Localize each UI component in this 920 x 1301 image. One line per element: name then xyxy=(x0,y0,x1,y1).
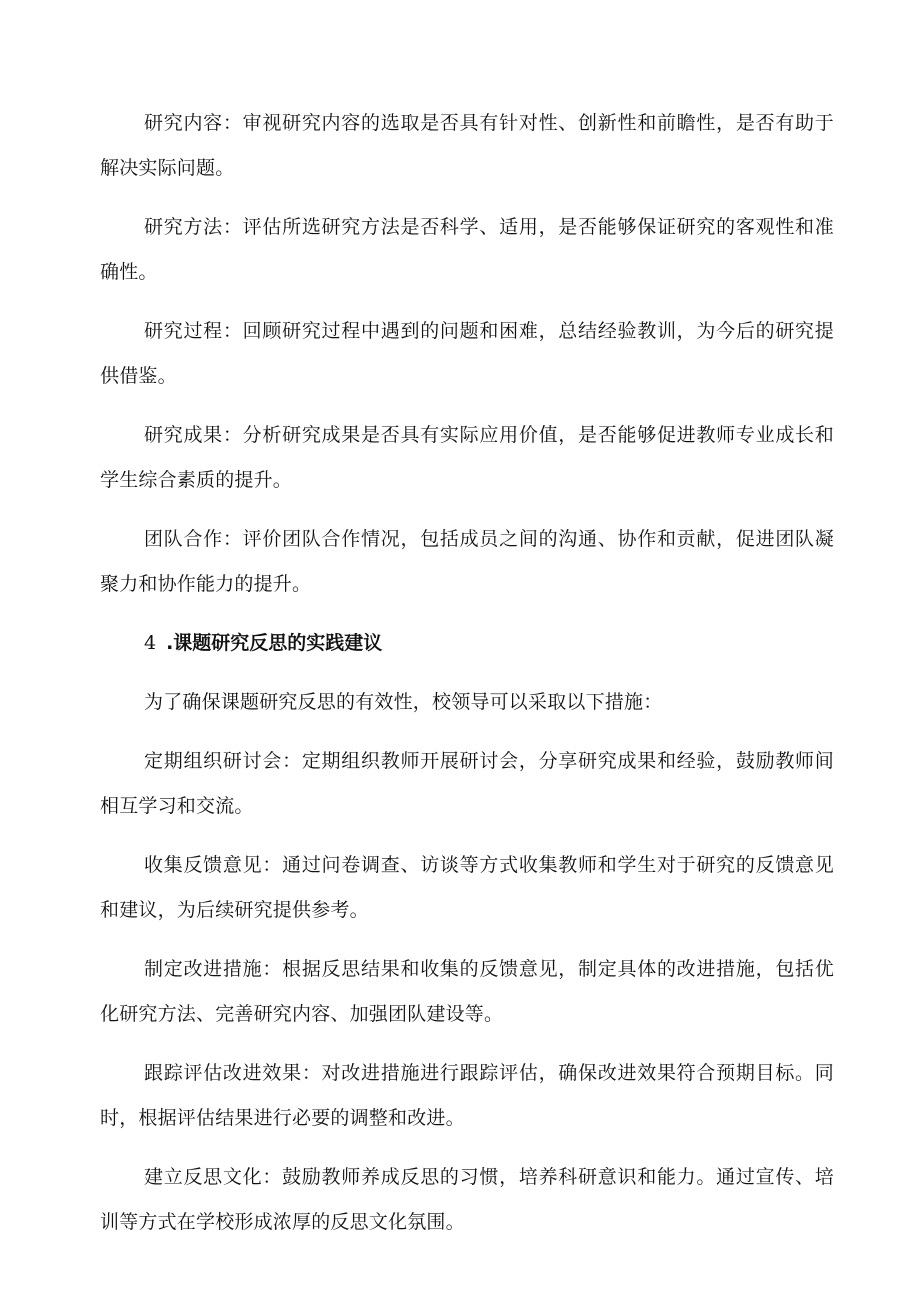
paragraph-research-method: 研究方法：评估所选研究方法是否科学、适用，是否能够保证研究的客观性和准确性。 xyxy=(100,216,834,283)
paragraph-improvement: 制定改进措施：根据反思结果和收集的反馈意见，制定具体的改进措施，包括优化研究方法、完善研究内容、加强团队建设等。 xyxy=(100,958,834,1025)
paragraph-seminar: 定期组织研讨会：定期组织教师开展研讨会，分享研究成果和经验，鼓励教师间相互学习和交流。 xyxy=(100,750,834,817)
paragraph-culture: 建立反思文化：鼓励教师养成反思的习惯，培养科研意识和能力。通过宣传、培训等方式在学校形成浓厚的反思文化氛围。 xyxy=(100,1166,834,1233)
paragraph-research-results: 研究成果：分析研究成果是否具有实际应用价值，是否能够促进教师专业成长和学生综合素质的提升。 xyxy=(100,424,834,491)
section-title: .课题研究反思的实践建议 xyxy=(166,632,383,654)
paragraph-research-process: 研究过程：回顾研究过程中遇到的问题和困难，总结经验教训，为今后的研究提供借鉴。 xyxy=(100,320,834,387)
paragraph-intro: 为了确保课题研究反思的有效性，校领导可以采取以下措施： xyxy=(144,691,663,713)
paragraph-research-content: 研究内容：审视研究内容的选取是否具有针对性、创新性和前瞻性，是否有助于解决实际问题。 xyxy=(100,112,834,179)
paragraph-teamwork: 团队合作：评价团队合作情况，包括成员之间的沟通、协作和贡献，促进团队凝聚力和协作能力的提升。 xyxy=(100,528,834,595)
paragraph-feedback: 收集反馈意见：通过问卷调查、访谈等方式收集教师和学生对于研究的反馈意见和建议，为后续研究提供参考。 xyxy=(100,854,834,921)
section-number: 4 xyxy=(144,632,157,654)
paragraph-tracking: 跟踪评估改进效果：对改进措施进行跟踪评估，确保改进效果符合预期目标。同时，根据评估结果进行必要的调整和改进。 xyxy=(100,1062,834,1129)
section-heading xyxy=(100,621,834,666)
document-body xyxy=(100,101,834,1259)
